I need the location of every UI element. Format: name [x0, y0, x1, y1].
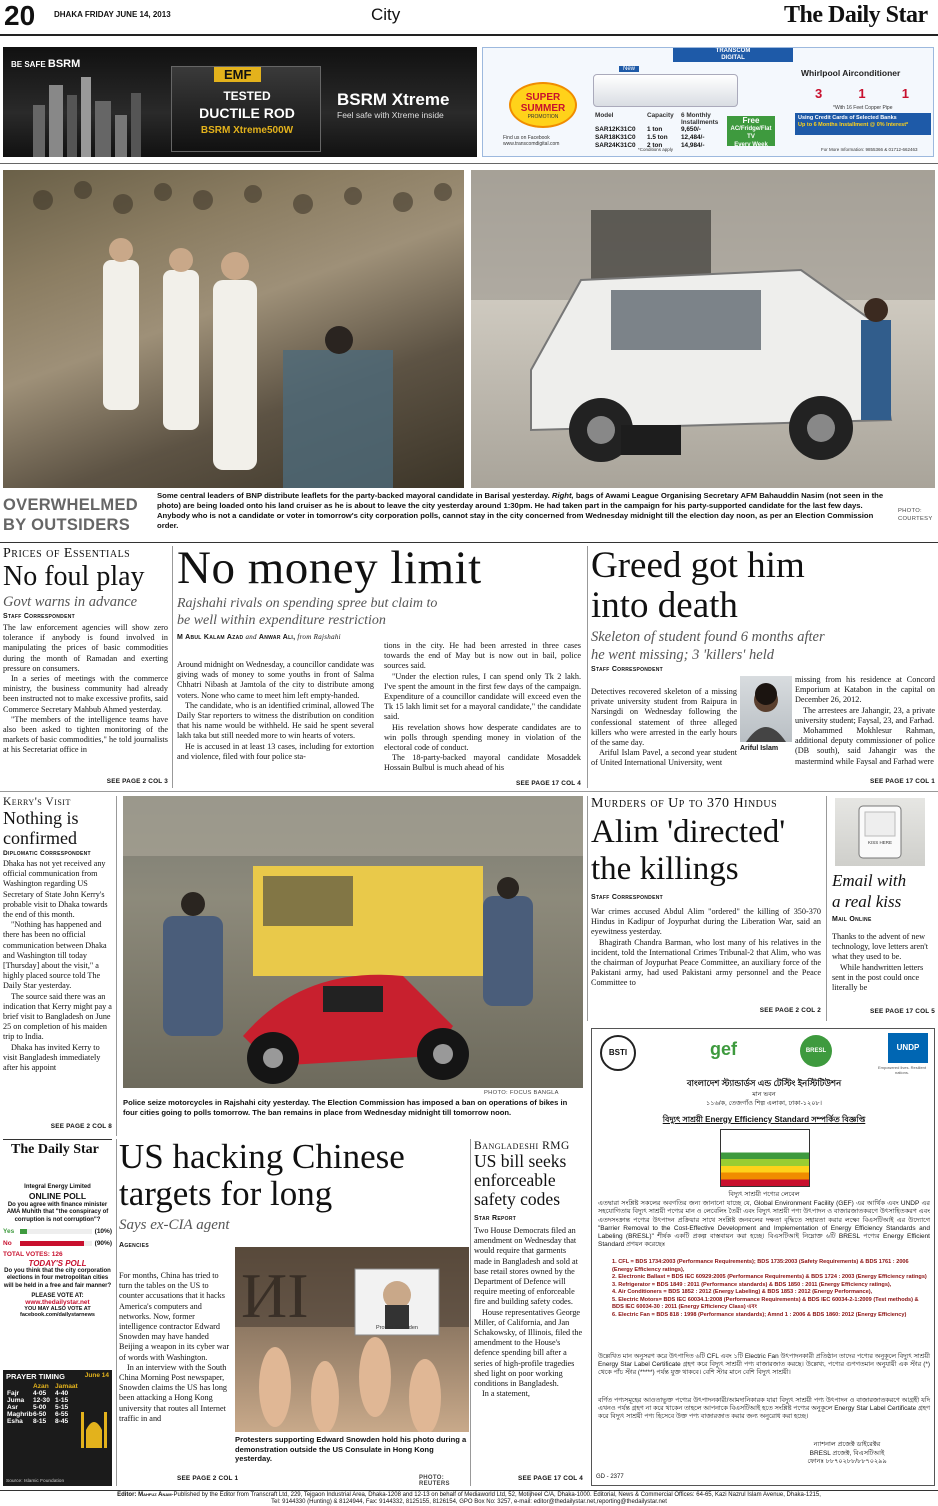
story-byline: M Abul Kalam Azad and Anwar Ali, from Rajshahi [177, 633, 341, 641]
poll-yes-bar [20, 1229, 27, 1234]
story-col-1: Around midnight on Wednesday, a councillor candidate was giving wads of money to some youths in front of Salma Chhatri Nibash at Jamtola of the city to distribute among voters. None who came to meet him left empty-handed. The candidate, who is an identified criminal, allowed The Daily Star reporters to witness the distribution on condition that his name would be withheld. He said he spent several lakh taka but still needed more to win hearts of voters. He is accused in at least 13 cases, including for extortion and violence, filed with four police sta- [177, 660, 375, 761]
air-conditioner-image [593, 74, 738, 107]
story-headline[interactable]: No foul play [3, 561, 145, 592]
story-kicker: Kerry's Visit [3, 796, 71, 808]
prayer-source: Source: Islamic Foundation [6, 1479, 65, 1484]
story-byline: Agencies [119, 1242, 149, 1249]
see-page-link[interactable]: SEE PAGE 2 COL 1 [177, 1475, 239, 1482]
section-rule [3, 1139, 112, 1140]
story-col-2: tions in the city. He had been arrested in three cases towards the end of May but is now out in bail, police sources said. "Under the election rules, I can spend only Tk 2 lakh. I've spent the amount in the first few days of the campaign. Expenditure of a councillor candidate will exceed even the Tk 15 lakh limit set for a mayoral candidate," the candidate said. His revelation shows how desperate candidates are to win polls through spending money in violation of the electoral code of conduct. The 18-party-backed mayoral candidate Mosaddek Hossain Bulbul is much ahead of his [384, 641, 581, 773]
vote-also-label: YOU MAY ALSO VOTE AT [24, 1305, 91, 1312]
overwhelmed-heading: OVERWHELMED BY OUTSIDERS [3, 496, 139, 534]
undp-logo: UNDP [888, 1033, 928, 1063]
building-skyline-icon [13, 75, 163, 157]
poll-question: Do you agree with finance minister AMA Muhith that "the conspiracy of corruption is not corruption"? [6, 1202, 109, 1223]
story-us-hacking [119, 1138, 469, 1488]
protest-sign-text: Protect Snowden [376, 1325, 418, 1331]
col-rule [587, 796, 588, 1021]
standard-item: 2. Electronic Ballast = BDS IEC 60929:2005 (Performance Requirements) & BDS 1724 : 2003 (Energy Efficiency ratings) [612, 1274, 927, 1280]
story-headline[interactable]: No money limit [177, 542, 482, 594]
poll-sponsor: Integral Energy Limited [24, 1184, 91, 1190]
bsti-logo: BSTI [600, 1035, 636, 1071]
emf-tested: TESTED [223, 89, 271, 103]
emf-xtreme500: BSRM Xtreme500W [200, 125, 294, 136]
poll-title: ONLINE POLL [28, 1191, 87, 1201]
story-money [177, 543, 583, 788]
bsti-intro: এতদ্বারা সংশ্লিষ্ট সকলের অবগতির জন্য জানানো যাচ্ছে যে, Global Environment Facility (GEF) এর আর্থিক এবং UNDP এর সহযোগিতায় বিদ্যুৎ সাশ্রয়ী পণ্যের মান ও লেবেলিং তৈরী এবং বিদ্যুৎ সাশ্রয়ী পণ্য উৎপাদন ও বাজারজাতকরণে উৎসাহিতকরণ এবং এতদসংক্রান্ত পণ্যের উৎপাদন প্রক্রিয়ার সাথে সংশ্লিষ্ট জনবলের দক্ষতা বৃদ্ধিতে সহায়তা করার লক্ষ্যে বিএসটিআই এর উদ্যোগে "Barrier Removal to the Cost-Effective Development and Implementation of Energy Efficiency Standards and Labeling (BRESL)" শীর্ষক একটি প্রকল্প বাস্তবায়ন করা হচ্ছে। বিএসটিআই নিম্নোক্ত ৬টি BRESL পণ্যের Energy Efficient Standard প্রণয়ন করেছেঃ [598, 1200, 930, 1249]
snowden-photo-caption: Protesters supporting Edward Snowden hold his photo during a demonstration outside the US Consulate in Hong Kong yesterday. [235, 1435, 467, 1464]
ac-model-table: Model Capacity 6 Monthly Installments SAR12K31C0 1 ton 9,650/- SAR18K31C0 1.5 ton 12,484/- SAR24K31C0 2 ton 14,984/- [595, 112, 719, 149]
svg-text:ИI: ИI [241, 1260, 309, 1331]
conditions-note: *Conditions apply [638, 147, 674, 152]
info-line: For More Information: 9855366 & 01712-662463 [821, 147, 918, 152]
story-headline[interactable]: US bill seeks enforceable safety codes [474, 1151, 567, 1209]
poll-total: TOTAL VOTES: 126 [3, 1250, 63, 1258]
col-rule [470, 1139, 471, 1486]
newspaper-logo: The Daily Star [784, 2, 928, 28]
kiss-label: KISS HERE [867, 840, 892, 845]
todays-poll-title: TODAY'S POLL [28, 1258, 87, 1268]
poll-no-row: No (90%) [3, 1239, 112, 1247]
col-rule [826, 796, 827, 1021]
prayer-title: PRAYER TIMING [6, 1372, 65, 1381]
top-photo-credit: PHOTO: COURTESY [898, 508, 933, 522]
story-kicker: Prices of Essentials [3, 546, 131, 561]
footer-imprint: Editor: Mahfuz Anam-Published by the Editor from Transcraft Ltd, 229, Tejgaon Industrial Area, Dhaka-1208 and 12-13 on behalf of Mediaworld Ltd, 52, Motijheel C/A, Dhaka-1000. Editorial, News & Commercial Offices: 64-65, Kazi Nazrul Islam Avenue, Dhaka-1215, Tel: 9144330 (Hunting) & 8124944, Fax: 9144332, 8125155, 8126154, GPO Box No: 3257, e-mail: editor@thedailystar.net,reporting@thedailystar.net [117, 1492, 821, 1505]
story-greed [591, 546, 935, 788]
story-byline: Staff Correspondent [591, 894, 663, 901]
prayer-timing-box [3, 1370, 112, 1486]
story-prices [3, 546, 168, 786]
copper-note: *With 16 Feet Copper Pipe [833, 105, 893, 111]
energy-star-label [720, 1129, 810, 1187]
poll-logo: The Daily Star [11, 1142, 99, 1157]
landcruiser-photo [471, 170, 935, 488]
energy-label-caption: বিদ্যুৎ সাশ্রয়ী পণ্যের লেবেল [728, 1191, 800, 1198]
new-tag: New [619, 66, 639, 72]
story-headline[interactable]: Email with a real kiss [832, 871, 907, 911]
story-col-1: Detectives recovered skeleton of a missing private university student from Raipura in Narsingdi on Wednesday following the confessional statement of three alleged killers who were arrested in the early hours of the same day. Ariful Islam Pavel, a second year student of United International University, went [591, 687, 737, 768]
free-badge: Free AC/Fridge/Flat TV Every Week [727, 116, 775, 146]
story-byline: Staff Correspondent [591, 666, 663, 673]
story-headline[interactable]: US hacking Chinese targets for long [119, 1137, 405, 1213]
story-col-2: missing from his residence at Concord Emporium at Katabon in the capital on December 26, 2012. The arrestees are Jahangir, 23, a private university student; Faysal, 23, and Farhad. Mohammed Mokhlesur Rahman, additional deputy commissioner of police (DB south), said Jahangir was the mastermind while Faysal and Farhad were [795, 675, 935, 766]
story-body: The law enforcement agencies will show zero tolerance if anybody is found involved in manipulating the prices of basic commodities during the month of Ramadan and exerting pressure on consumers. In a series of meetings with the commerce ministry, the business community had already been instructed not to make excessive profits, said Commerce Secretary Mahbub Ahmed yesterday. "The members of the intelligence teams have also been asked to tighten monitoring of the markets of basic commodities," he told journalists at his Secretariat office in [3, 623, 168, 755]
story-headline[interactable]: Alim 'directed' the killings [591, 814, 786, 887]
bsrm-brand: BE SAFE BSRM [11, 58, 81, 70]
story-kerry [3, 796, 112, 1136]
bsrm-xtreme-logo: BSRM Xtreme [337, 90, 450, 109]
bsrm-logo: BSRM [47, 58, 81, 70]
standard-item: 1. CFL = BDS 1734:2003 (Performance Requirements); BDS 1735:2003 (Safety Requirements) & BDS 1761 : 2006 (Energy Efficiency ratings), [612, 1259, 909, 1273]
emf-tag: EMF [214, 67, 261, 82]
online-poll[interactable] [3, 1142, 112, 1366]
transcom-ad[interactable] [482, 47, 934, 157]
snowden-protest-photo [235, 1247, 469, 1432]
section-rule-2 [0, 791, 938, 792]
story-body: For months, China has tried to turn the tables on the US to counter accusations that it hacks America's computers and networks. Now, former intelligence contractor Edward Snowden may have handed Beijing a weapon in its cyber war of words with Washington. In an interview with the South China Morning Post newspaper, Snowden claims the US has long been attacking a Hong Kong university that routes all Internet traffic in and [119, 1271, 230, 1423]
see-page-link[interactable]: SEE PAGE 17 COL 4 [518, 1475, 583, 1482]
masthead-rule [0, 34, 938, 36]
kiss-here-photo [835, 798, 925, 866]
motorcycle-seizure-photo [123, 796, 583, 1088]
mid-photo-credit: PHOTO: FOCUS BANGLA [484, 1090, 559, 1096]
bsti-standards-list [612, 1259, 930, 1319]
mid-photo-caption: Police seize motorcycles in Rajshahi city yesterday. The Election Commission has imposed a ban on operations of bikes in four cities going to polls tomorrow. The ban remains in place from Wednesday midnight till tomorrow noon. [123, 1098, 568, 1117]
story-kicker: Murders of Up to 370 Hindus [591, 796, 778, 811]
emf-product-box [171, 66, 321, 152]
bsti-para-3: বর্ণিত পণ্যসমূহের আওতাভুক্ত পণ্যের উৎপাদনকারী/আমদানিকারক যারা বিদ্যুৎ সাশ্রয়ী পণ্য উৎপাদন ও বাজারজাতকরণে আগ্রহী যদি এখনও পর্যন্ত গ্রহণ না করে থাকেন তাহলে আপনাকে বিএসটিআই হতে সংশ্লিষ্ট পণ্যের অনুকূলে Energy Star Label Certificate গ্রহণ করে বিদ্যুৎ সাশ্রয়ী পণ্য হিসেবে উক্ত পণ্য বাজারজাত করার জন্য অনুরোধ করা হচ্ছে। [598, 1397, 930, 1421]
credit-card-banner: Using Credit Cards of Selected Banks Up to 6 Months Installment @ 0% Interest* [795, 113, 931, 135]
bresl-logo: BRESL [800, 1035, 832, 1067]
super-summer-badge: SUPER SUMMER PROMOTION [509, 82, 577, 128]
standard-item: 4. Air Conditioners = BDS 1852 : 2012 (Energy Labeling) & BDS 1853 : 2012 (Energy Performance), [612, 1289, 873, 1295]
col-rule [116, 796, 117, 1136]
see-page-link[interactable]: SEE PAGE 2 COL 8 [50, 1123, 112, 1130]
see-page-link[interactable]: SEE PAGE 2 COL 2 [759, 1007, 821, 1014]
barisal-leaflet-photo [3, 170, 464, 488]
bsti-notice-title: বিদ্যুৎ সাশ্রয়ী Energy Efficiency Standard সম্পর্কিত বিজ্ঞপ্তি [662, 1115, 866, 1124]
standard-item: 5. Electric Motors= BDS IEC 60034.1:2008 (Performance Requirements) & BDS IEC 60034-2-1:2009 (Test methods) & BDS IEC 60034-30 : 2011 (Energy Efficiency Class) এবং [612, 1296, 919, 1310]
story-body: Dhaka has not yet received any official communication from Washington regarding US Secretary of State John Kerry's probable visit to Dhaka towards the end of this month. "Nothing has happened and there has been no official communication between Dhaka and Washington till today [Thursday] about the visit," a highly placed source told The Daily Star yesterday. The source said there was an indication that Kerry might pay a brief visit to Bangladesh on June 25 on completion of his maiden trip to India. Dhaka has invited Kerry to visit Bangladesh immediately after his appoint [3, 859, 112, 1073]
bsti-org-name: বাংলাদেশ স্ট্যান্ডার্ডস এন্ড টেস্টিং ইনস্টিটিউশন [686, 1078, 842, 1088]
undp-subtitle: Empowered lives. Resilient nations. [877, 1065, 927, 1075]
story-subhead: Rajshahi rivals on spending spree but claim to be well within expenditure restriction [177, 596, 438, 628]
facebook-link[interactable]: facebook.com/dailystarnews [20, 1311, 95, 1318]
prayer-date: June 14 [84, 1372, 109, 1379]
story-byline: Staff Correspondent [3, 613, 75, 620]
standard-item: 3. Refrigerator = BDS 1849 : 2011 (Performance standards) & BDS 1850 : 2011 (Energy Efficiency ratings), [612, 1281, 892, 1288]
bsti-address-2: ১১৬/ক, তেজগাঁও শিল্প এলাকা, ঢাকা-১২০৮। [706, 1100, 822, 1107]
whirlpool-logo: Whirlpool Airconditioner [801, 68, 901, 78]
story-subhead: Skeleton of student found 6 months after he went missing; 3 'killers' held [591, 629, 825, 663]
bsti-signature: ন্যাশনাল প্রজেক্ট ডাইরেক্টর BRESL প্রজেক্ট, বিএসটিআই ফোনঃ ৮৮৭০২৮৮/৮৮৭০২৯৯ [807, 1441, 887, 1465]
story-rmg [474, 1140, 583, 1486]
dateline: DHAKA FRIDAY JUNE 14, 2013 [54, 10, 171, 19]
bsti-address-1: মান ভবন [752, 1091, 776, 1098]
story-byline: Star Report [474, 1215, 517, 1222]
warranty-badges: 3 1 1 [815, 86, 909, 101]
story-kicker: Bangladeshi RMG [474, 1140, 570, 1152]
poll-no-bar [20, 1241, 84, 1246]
story-headline[interactable]: Nothing is confirmed [3, 808, 79, 848]
ad-rule [0, 163, 938, 164]
story-subhead: Says ex-CIA agent [119, 1217, 230, 1233]
vote-url-link[interactable]: www.thedailystar.net [25, 1298, 90, 1306]
gd-number: GD - 2377 [596, 1474, 624, 1480]
see-page-link[interactable]: SEE PAGE 17 COL 1 [870, 778, 935, 785]
see-page-link[interactable]: SEE PAGE 17 COL 5 [870, 1008, 935, 1015]
section-label: City [371, 5, 401, 24]
poll-yes-row: Yes (10%) [3, 1227, 112, 1235]
emf-ductile: DUCTILE ROD [199, 105, 295, 121]
top-photo-caption: Some central leaders of BNP distribute leaflets for the party-backed mayoral candidate in Barisal yesterday. Right, bags of Awami League Organising Secretary AFM Bahauddin Nasim (not seen in the photo) are being loaded onto his land cruiser as he is about to leave the city yesterday around 1:30pm. He had taken part in the campaign for his party-supported candidate for the last few days. Anybody who is not a candidate or voter in tomorrow's city corporation polls, cannot stay in the city concerned from Wednesday midnight till the election day noon, as per an Election Commission order. [157, 491, 884, 530]
bsrm-ad[interactable] [3, 47, 477, 157]
story-subhead: Govt warns in advance [3, 594, 138, 610]
bsrm-slogan: Feel safe with Xtreme inside [337, 110, 444, 120]
gef-logo: gef [710, 1039, 737, 1059]
snowden-photo-credit: PHOTO: REUTERS [419, 1475, 450, 1487]
facebook-note: Find us on Facebook www.transcomdigital.com [503, 135, 560, 147]
story-body: Two House Democrats filed an amendment on Wednesday that would require that garments made in Bangladesh and sold at base retail stores owned by the Department of Defence will require meeting of enforceable fire and building safety codes. House representatives George Miller, of California, and Jan Schakowsky, of Illinois, filed the amendment to the House's defence spending bill after a series of high-profile tragedies shed light on poor working conditions in Bangladesh. In a statement, [474, 1226, 583, 1399]
story-headline[interactable]: Greed got him into death [591, 545, 805, 626]
vote-at-label: PLEASE VOTE AT: [31, 1292, 84, 1299]
page-number: 20 [4, 0, 36, 31]
photo-caption: Ariful Islam [740, 745, 779, 752]
see-page-link[interactable]: SEE PAGE 17 COL 4 [516, 780, 581, 787]
story-byline: Diplomatic Correspondent [3, 850, 91, 857]
col-rule [587, 546, 588, 788]
story-body: War crimes accused Abdul Alim "ordered" the killing of 350-370 Hindus in Kadipur of Joypurhat during the Liberation War, said an eyewitness yesterday. Bhagirath Chandra Barman, who lost many of his relatives in the incident, told the International Crimes Tribunal-2 that Alim, who was the chairman of Joypurhat Peace Committee, an auxiliary force of the Pakistani army, had used Pakistani army personnel and the Peace Committee to [591, 907, 821, 988]
story-body: Thanks to the advent of new technology, love letters aren't what they used to be. While handwritten letters sent in the post could once literally be [832, 932, 928, 993]
col-rule [116, 1139, 117, 1486]
todays-poll-question: Do you think that the city corporation elections in four metropolitan cities will be held in a free and fair manner? [3, 1267, 112, 1290]
footer-rule [0, 1490, 938, 1491]
see-page-link[interactable]: SEE PAGE 2 COL 3 [106, 778, 168, 785]
bsti-para-2: উল্লেখিত মান অনুসরণ করে উৎপাদিত ৬টি CFL এবং ১টি Electric Fan উৎপাদনকারী প্রতিষ্ঠান তাদের পণ্যের অনুকূলে বিদ্যুৎ সাশ্রয়ী Energy Star Label Certificate গ্রহণ করে বিদ্যুৎ সাশ্রয়ী পণ্য বাজারজাত করছে। উল্লেখ্য, পণ্যের গুণগতমান অনুযায়ী এক স্টার (*) থেকে পাঁচ স্টার (*****) পর্যন্ত যুক্ত থাকবে। বেশি স্টার মানে বেশি বিদ্যুৎ সাশ্রয়ী। [598, 1353, 930, 1377]
ariful-islam-photo [740, 676, 792, 742]
mosque-icon [79, 1404, 109, 1448]
prayer-table: Azan Jamaat Fajr 4-05 4-40 Juma 12-30 1-15 Asr 5-00 5-15 Maghrib 6-50 6-55 Esha 8-15 8-45 [7, 1383, 78, 1425]
story-alim [591, 796, 821, 1021]
transcom-logo: TRANSCOM DIGITAL [673, 48, 793, 62]
story-byline: Mail Online [832, 916, 872, 923]
story-email [832, 798, 935, 1020]
standard-item: 6. Electric Fan = BDS 818 : 1998 (Performance standards); Amnd 1 : 2006 & BDS 1860: 2012 (Energy Efficiency) [612, 1311, 907, 1318]
col-rule [172, 546, 173, 788]
bsti-energy-ad[interactable] [591, 1028, 935, 1486]
